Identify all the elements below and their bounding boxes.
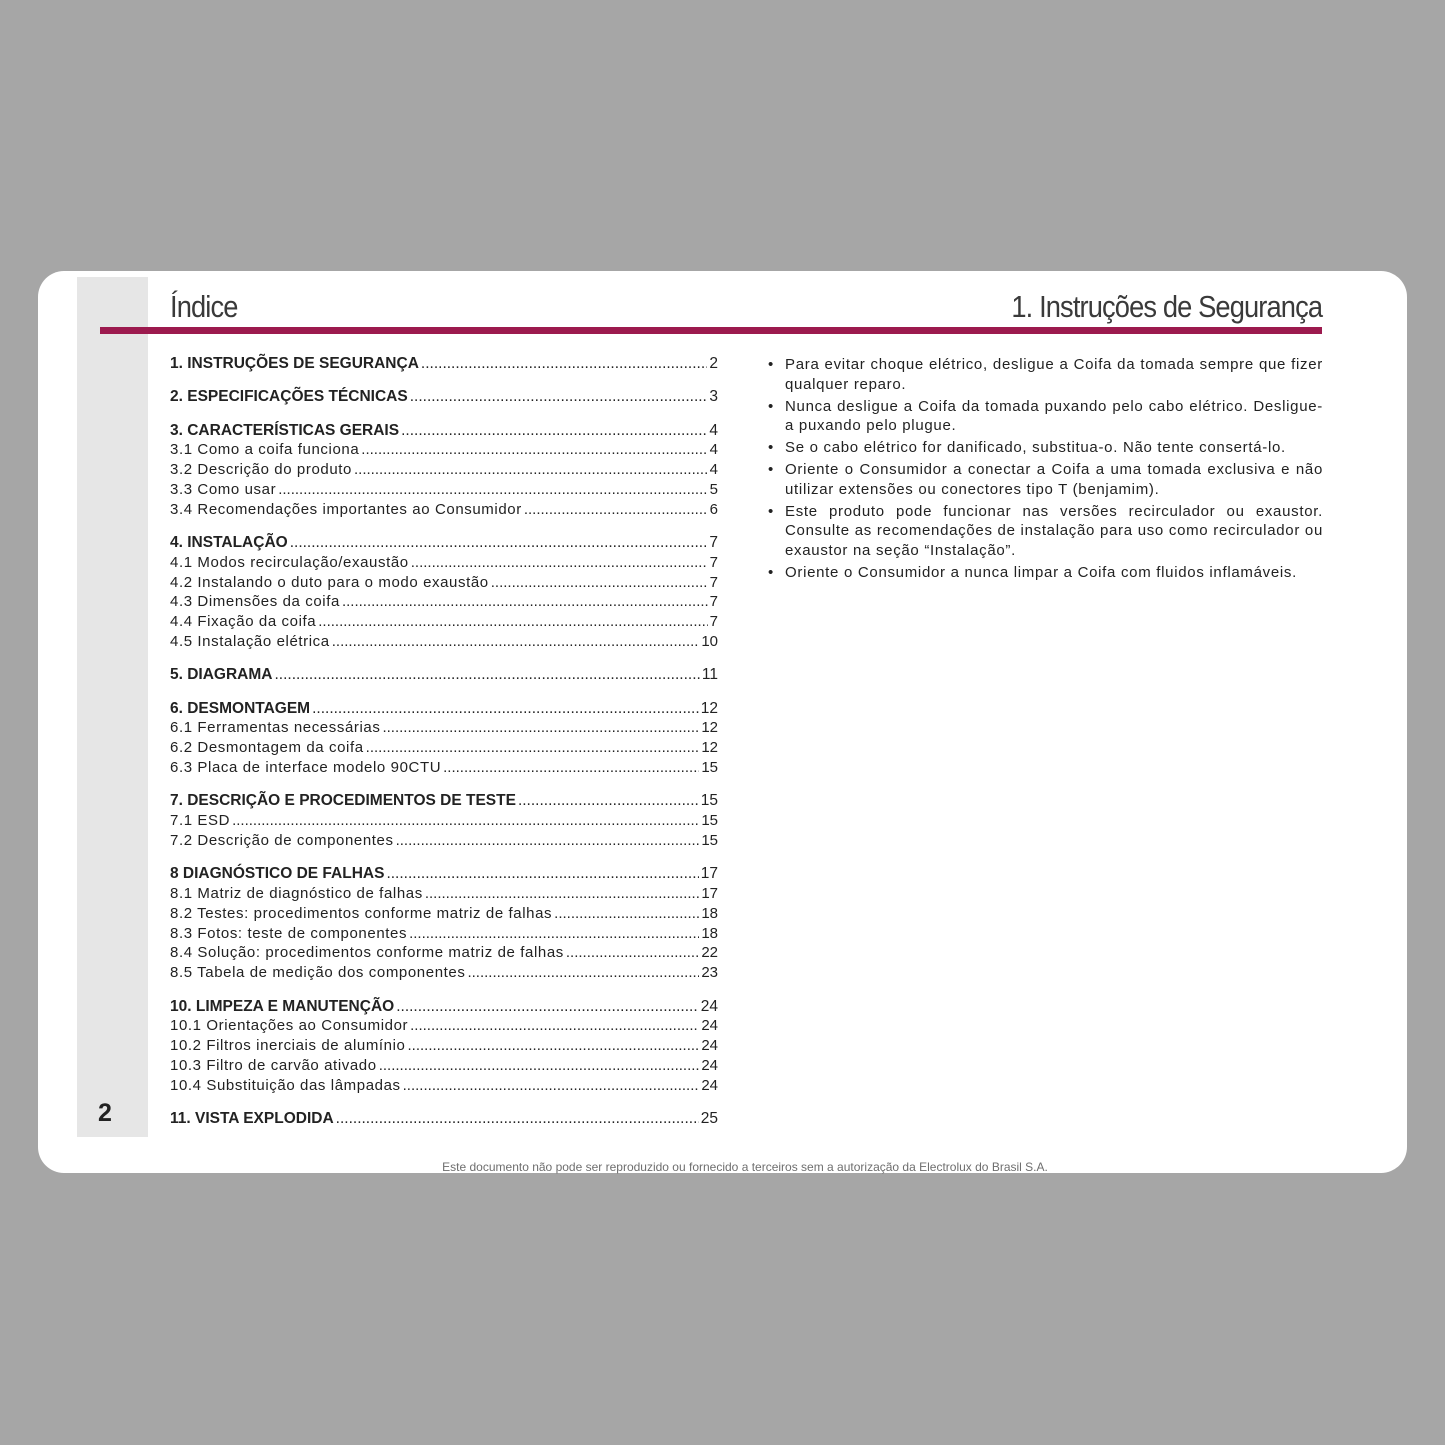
- toc-entry-page: 17: [701, 885, 718, 903]
- toc-subsection-entry[interactable]: [170, 481, 718, 501]
- toc-entry-label: 5. DIAGRAMA: [170, 666, 273, 684]
- toc-entry-label: 3. CARACTERÍSTICAS GERAIS: [170, 421, 400, 439]
- toc-subsection-entry[interactable]: [170, 905, 718, 925]
- toc-entry-page: 7: [709, 573, 718, 591]
- toc-dot-leader: [401, 422, 707, 440]
- toc-entry-label: 8 DIAGNÓSTICO DE FALHAS: [170, 865, 385, 883]
- toc-dot-leader: [409, 925, 699, 942]
- toc-dot-leader: [566, 944, 699, 961]
- bullet-icon: •: [768, 502, 774, 520]
- toc-subsection-entry[interactable]: [170, 501, 718, 521]
- toc-subsection-entry[interactable]: [170, 885, 718, 905]
- toc-entry-label: 1. INSTRUÇÕES DE SEGURANÇA: [170, 355, 419, 372]
- toc-dot-leader: [290, 534, 708, 552]
- toc-dot-leader: [278, 481, 707, 498]
- toc-entry-label: 3.4 Recomendações importantes ao Consumidor: [170, 500, 522, 518]
- toc-entry-page: 15: [701, 831, 718, 849]
- toc-dot-leader: [491, 574, 708, 591]
- toc-subsection-entry[interactable]: [170, 832, 718, 852]
- toc-entry-page: 4: [709, 441, 718, 459]
- bullet-icon: •: [768, 563, 774, 581]
- toc-dot-leader: [366, 739, 700, 756]
- safety-item: [768, 502, 1323, 561]
- toc-section-entry[interactable]: [170, 666, 718, 686]
- safety-item: [768, 563, 1323, 583]
- page-number: 2: [98, 1099, 112, 1127]
- toc-dot-leader: [342, 593, 708, 610]
- toc-entry-page: 4: [709, 461, 718, 479]
- toc-dot-leader: [361, 441, 707, 458]
- toc-dot-leader: [403, 1077, 700, 1094]
- toc-entry-page: 3: [709, 388, 718, 406]
- safety-item-text: Se o cabo elétrico for danificado, substitua-o. Não tente consertá-lo.: [785, 439, 1286, 457]
- toc-entry-page: 15: [700, 792, 718, 810]
- toc-dot-leader: [524, 501, 708, 518]
- toc-entry-label: 8.2 Testes: procedimentos conforme matriz de falhas: [170, 904, 553, 922]
- toc-entry-label: 7. DESCRIÇÃO E PROCEDIMENTOS DE TESTE: [170, 792, 516, 810]
- bullet-icon: •: [768, 397, 774, 415]
- toc-entry-page: 12: [701, 719, 718, 737]
- toc-section-entry[interactable]: [170, 700, 718, 720]
- toc-entry-page: 24: [701, 1037, 718, 1055]
- toc-dot-leader: [408, 1037, 700, 1054]
- toc-entry-page: 7: [709, 613, 718, 631]
- bullet-icon: •: [768, 439, 774, 457]
- toc-entry-page: 12: [700, 699, 718, 717]
- safety-item-text: Oriente o Consumidor a nunca limpar a Coifa com fluidos inflamáveis.: [785, 563, 1297, 581]
- safety-item: [768, 355, 1323, 395]
- toc-subsection-entry[interactable]: [170, 925, 718, 945]
- toc-entry-label: 4. INSTALAÇÃO: [170, 534, 288, 552]
- table-of-contents: [170, 355, 718, 1130]
- toc-subsection-entry[interactable]: [170, 613, 718, 633]
- toc-entry-label: 6. DESMONTAGEM: [170, 699, 311, 717]
- toc-subsection-entry[interactable]: [170, 574, 718, 594]
- toc-subsection-entry[interactable]: [170, 1017, 718, 1037]
- toc-dot-leader: [379, 1057, 700, 1074]
- toc-entry-page: 7: [709, 553, 718, 571]
- toc-entry-label: 10. LIMPEZA E MANUTENÇÃO: [170, 997, 395, 1015]
- toc-entry-label: 10.3 Filtro de carvão ativado: [170, 1056, 377, 1074]
- toc-section-entry[interactable]: [170, 1110, 718, 1130]
- toc-entry-label: 6.3 Placa de interface modelo 90CTU: [170, 759, 442, 777]
- toc-entry-page: 12: [701, 739, 718, 757]
- toc-dot-leader: [318, 613, 707, 630]
- toc-dot-leader: [411, 554, 708, 571]
- toc-entry-page: 23: [701, 964, 718, 982]
- toc-dot-leader: [410, 1017, 699, 1034]
- toc-entry-page: 7: [709, 534, 718, 552]
- toc-entry-page: 18: [701, 924, 718, 942]
- toc-entry-label: 10.2 Filtros inerciais de alumínio: [170, 1037, 406, 1055]
- toc-section-entry[interactable]: [170, 422, 718, 442]
- toc-subsection-entry[interactable]: [170, 719, 718, 739]
- toc-subsection-entry[interactable]: [170, 441, 718, 461]
- safety-item: [768, 460, 1323, 500]
- safety-item: [768, 397, 1323, 437]
- toc-dot-leader: [232, 812, 699, 829]
- toc-entry-page: 24: [701, 1017, 718, 1035]
- toc-entry-label: 4.4 Fixação da coifa: [170, 613, 317, 631]
- toc-entry-page: 2: [709, 355, 718, 372]
- toc-subsection-entry[interactable]: [170, 1057, 718, 1077]
- toc-subsection-entry[interactable]: [170, 461, 718, 481]
- safety-item-text: Oriente o Consumidor a conectar a Coifa a uma tomada exclusiva e não utilizar extensões ou conectores tipo T (benjamim).: [785, 460, 1323, 498]
- toc-entry-label: 11. VISTA EXPLODIDA: [170, 1110, 334, 1127]
- toc-dot-leader: [336, 1110, 699, 1128]
- toc-subsection-entry[interactable]: [170, 1037, 718, 1057]
- toc-subsection-entry[interactable]: [170, 593, 718, 613]
- safety-item: [768, 438, 1323, 458]
- toc-entry-label: 3.3 Como usar: [170, 480, 277, 498]
- toc-subsection-entry[interactable]: [170, 1077, 718, 1097]
- toc-dot-leader: [425, 885, 700, 902]
- page-sidebar: [77, 277, 148, 1137]
- toc-entry-label: 8.1 Matriz de diagnóstico de falhas: [170, 885, 423, 903]
- toc-entry-page: 4: [709, 421, 718, 439]
- toc-entry-label: 7.1 ESD: [170, 812, 231, 830]
- toc-dot-leader: [312, 700, 699, 718]
- toc-entry-label: 10.4 Substituição das lâmpadas: [170, 1076, 401, 1094]
- safety-title: 1. Instruções de Segurança: [1011, 289, 1322, 324]
- toc-entry-label: 6.2 Desmontagem da coifa: [170, 739, 364, 757]
- toc-section-entry[interactable]: [170, 534, 718, 554]
- footer-disclaimer: Este documento não pode ser reproduzido ou fornecido a terceiros sem a autorização da Electrolux do Brasil S.A.: [442, 1160, 1048, 1174]
- toc-subsection-entry[interactable]: [170, 759, 718, 779]
- toc-dot-leader: [410, 388, 708, 406]
- toc-section-entry[interactable]: [170, 355, 718, 375]
- toc-entry-label: 4.3 Dimensões da coifa: [170, 593, 340, 611]
- toc-section-entry[interactable]: [170, 792, 718, 812]
- toc-entry-page: 7: [709, 593, 718, 611]
- header-rule: [100, 327, 1322, 334]
- toc-entry-page: 5: [709, 480, 718, 498]
- toc-entry-label: 3.2 Descrição do produto: [170, 461, 352, 479]
- bullet-icon: •: [768, 356, 774, 373]
- index-title: Índice: [170, 289, 238, 324]
- toc-entry-label: 8.3 Fotos: teste de componentes: [170, 924, 408, 942]
- toc-subsection-entry[interactable]: [170, 964, 718, 984]
- toc-dot-leader: [382, 719, 699, 736]
- toc-subsection-entry[interactable]: [170, 812, 718, 832]
- toc-entry-label: 4.5 Instalação elétrica: [170, 633, 330, 651]
- toc-dot-leader: [354, 461, 708, 478]
- toc-dot-leader: [386, 865, 698, 883]
- safety-item-text: Para evitar choque elétrico, desligue a Coifa da tomada sempre que fizer qualquer reparo.: [785, 356, 1323, 393]
- toc-dot-leader: [396, 998, 699, 1016]
- toc-dot-leader: [332, 633, 700, 650]
- toc-dot-leader: [274, 666, 699, 684]
- toc-entry-label: 3.1 Como a coifa funciona: [170, 441, 360, 459]
- toc-entry-page: 24: [701, 1076, 718, 1094]
- toc-entry-label: 8.4 Solução: procedimentos conforme matriz de falhas: [170, 944, 564, 962]
- toc-entry-label: 4.1 Modos recirculação/exaustão: [170, 553, 409, 571]
- safety-item-text: Nunca desligue a Coifa da tomada puxando pelo cabo elétrico. Desligue-a puxando pelo plugue.: [785, 397, 1323, 435]
- toc-dot-leader: [421, 355, 707, 373]
- toc-entry-page: 15: [701, 812, 718, 830]
- toc-entry-page: 25: [700, 1110, 718, 1127]
- toc-dot-leader: [443, 759, 699, 776]
- toc-entry-page: 17: [700, 865, 718, 883]
- toc-entry-label: 6.1 Ferramentas necessárias: [170, 719, 381, 737]
- toc-entry-label: 4.2 Instalando o duto para o modo exaustão: [170, 573, 489, 591]
- toc-entry-page: 6: [709, 500, 718, 518]
- toc-subsection-entry[interactable]: [170, 739, 718, 759]
- toc-entry-page: 24: [701, 1056, 718, 1074]
- toc-section-entry[interactable]: [170, 865, 718, 885]
- toc-section-entry[interactable]: [170, 388, 718, 408]
- safety-instructions: [768, 355, 1323, 585]
- toc-entry-label: 10.1 Orientações ao Consumidor: [170, 1017, 409, 1035]
- toc-entry-label: 8.5 Tabela de medição dos componentes: [170, 964, 466, 982]
- toc-entry-page: 11: [701, 666, 718, 684]
- toc-section-entry[interactable]: [170, 998, 718, 1018]
- toc-subsection-entry[interactable]: [170, 554, 718, 574]
- toc-entry-page: 10: [701, 633, 718, 651]
- toc-dot-leader: [467, 964, 699, 981]
- toc-dot-leader: [518, 792, 699, 810]
- manual-page: [38, 271, 1407, 1173]
- toc-entry-label: 7.2 Descrição de componentes: [170, 831, 394, 849]
- toc-entry-page: 24: [700, 997, 718, 1015]
- toc-subsection-entry[interactable]: [170, 944, 718, 964]
- toc-dot-leader: [554, 905, 699, 922]
- toc-entry-page: 18: [701, 904, 718, 922]
- toc-entry-page: 15: [701, 759, 718, 777]
- toc-entry-label: 2. ESPECIFICAÇÕES TÉCNICAS: [170, 388, 408, 406]
- toc-entry-page: 22: [701, 944, 718, 962]
- bullet-icon: •: [768, 460, 774, 478]
- toc-dot-leader: [396, 832, 700, 849]
- toc-subsection-entry[interactable]: [170, 633, 718, 653]
- safety-item-text: Este produto pode funcionar nas versões recirculador ou exaustor. Consulte as recomendações de instalação para uso como recirculador ou exaustor na seção “Instalação”.: [785, 502, 1323, 560]
